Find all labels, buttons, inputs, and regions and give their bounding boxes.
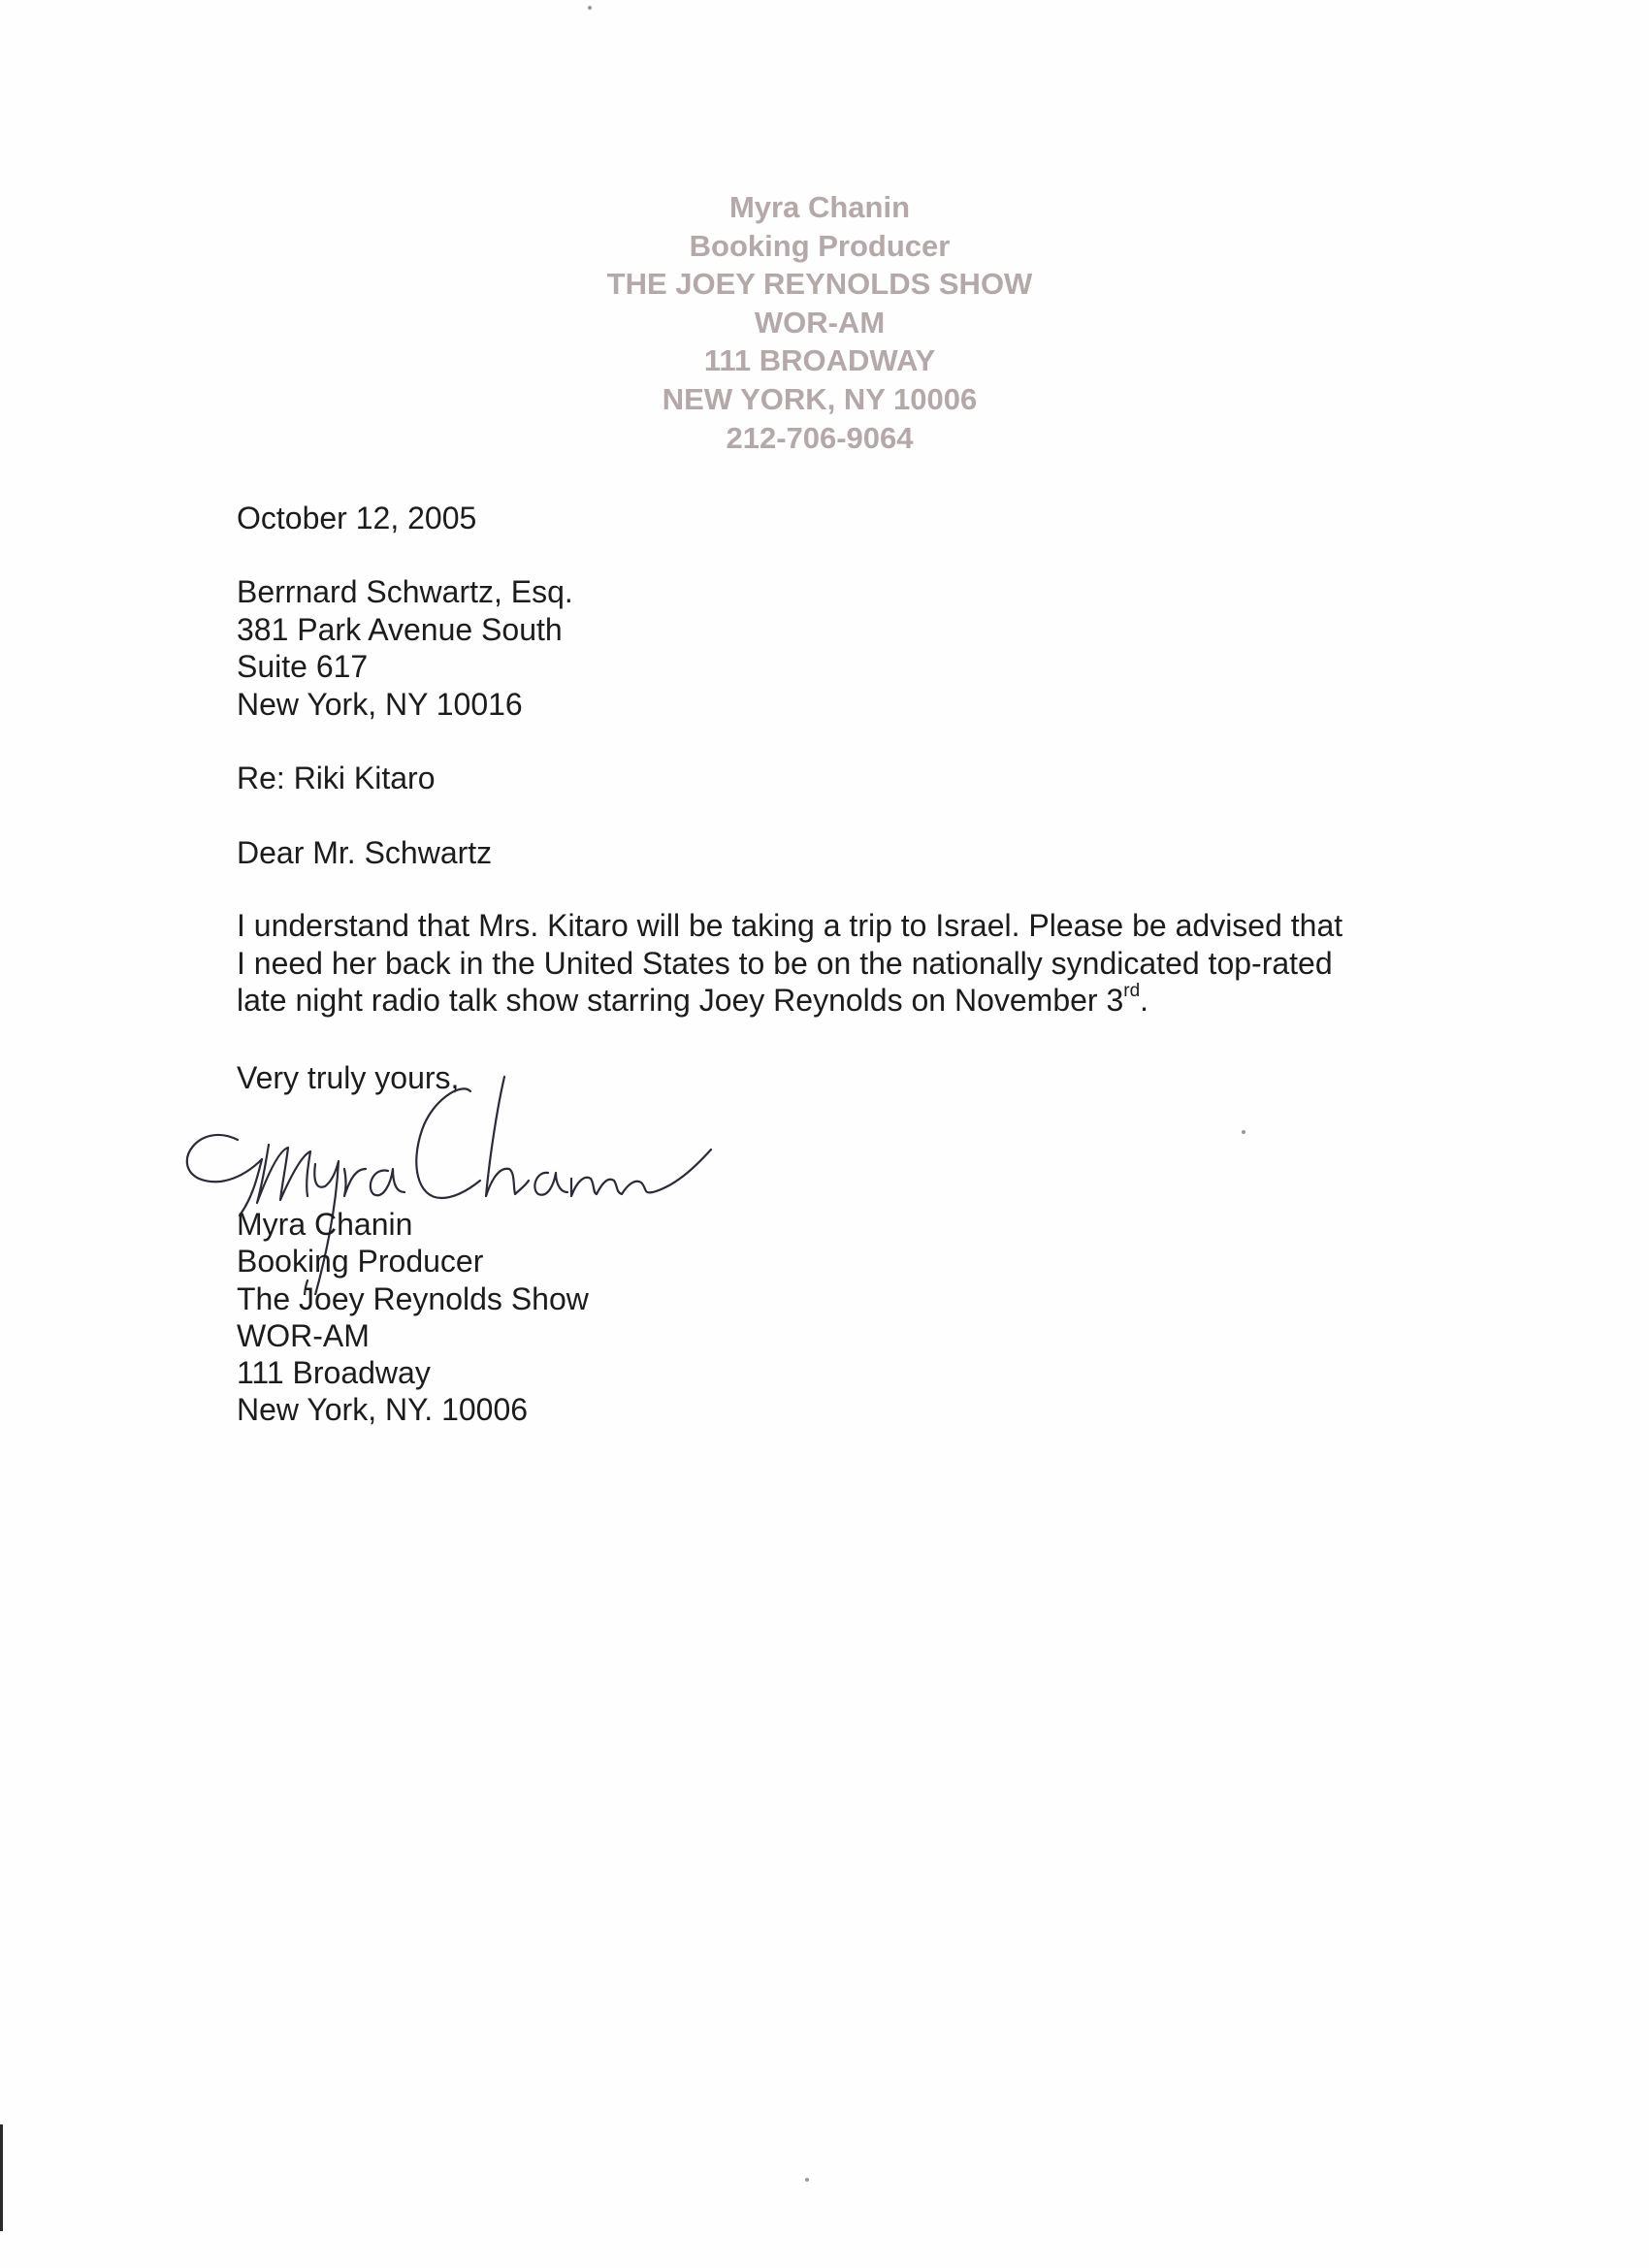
sender-show: The Joey Reynolds Show: [237, 1280, 589, 1316]
recipient-street: 381 Park Avenue South: [237, 611, 563, 647]
letterhead-phone: 212-706-9064: [726, 420, 914, 455]
letterhead-title: Booking Producer: [689, 228, 951, 263]
sender-city: New York, NY. 10006: [237, 1392, 529, 1428]
letterhead-show: THE JOEY REYNOLDS SHOW: [606, 267, 1033, 302]
body-line-3: [237, 982, 1342, 1020]
recipient-suite: Suite 617: [237, 649, 369, 684]
salutation: Dear Mr. Schwartz: [237, 835, 493, 870]
body-line-2: I need her back in the United States to be on the nationally syndicated top-rated: [237, 945, 1333, 981]
letterhead-city: NEW YORK, NY 10006: [662, 381, 978, 416]
scan-speck: [1242, 1130, 1245, 1134]
sender-signature-block: [237, 1206, 589, 1429]
closing: Very truly yours,: [237, 1060, 460, 1095]
sender-title: Booking Producer: [237, 1244, 484, 1280]
letter-body: [237, 907, 1342, 1020]
recipient-name: Berrnard Schwartz, Esq.: [237, 574, 573, 609]
body-line-1: I understand that Mrs. Kitaro will be taking a trip to Israel. Please be advised that: [237, 908, 1343, 943]
sender-station: WOR-AM: [237, 1317, 370, 1353]
subject-line: Re: Riki Kitaro: [237, 761, 436, 795]
letter-date: October 12, 2005: [237, 501, 477, 535]
ordinal-suffix: rd: [1123, 981, 1141, 1002]
body-line-3-end: .: [1140, 983, 1149, 1018]
letterhead-street: 111 BROADWAY: [703, 343, 936, 378]
recipient-address: [237, 573, 573, 723]
body-line-3-text: late night radio talk show starring Joey Reynolds on November 3: [237, 983, 1124, 1018]
sender-street: 111 Broadway: [237, 1355, 431, 1391]
scan-speck: [805, 2178, 809, 2182]
sender-name: Myra Chanin: [237, 1207, 413, 1242]
letterhead-name: Myra Chanin: [728, 190, 911, 224]
recipient-city: New York, NY 10016: [237, 686, 523, 722]
letterhead-station: WOR-AM: [754, 305, 886, 340]
scan-speck: [588, 6, 592, 10]
letterhead: [0, 188, 1639, 457]
scan-edge-mark: [0, 2124, 3, 2231]
